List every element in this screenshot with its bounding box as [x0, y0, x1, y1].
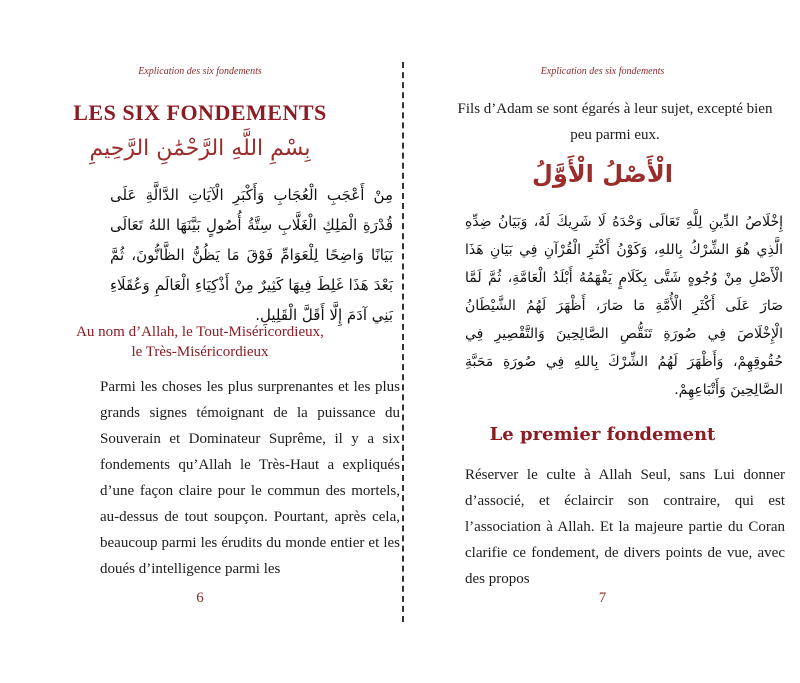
right-page [405, 0, 800, 683]
subtitle-line-2: le Très-Miséricordieux [131, 344, 269, 360]
page-title: LES SIX FONDEMENTS [73, 100, 327, 125]
french-basmala-translation [50, 322, 350, 362]
page-number: 7 [598, 590, 607, 606]
french-continuation-text: Fils d’Adam se sont égarés à leur sujet, excepté bien peu parmi eux. [457, 101, 773, 143]
subtitle-line-1: Au nom d’Allah, le Tout-Miséricordieux, [76, 324, 324, 340]
page-divider [402, 62, 404, 622]
arabic-section-heading: الْأَصْلُ الْأَوَّلُ [532, 160, 673, 188]
french-paragraph-text: Parmi les choses les plus surprenantes et les plus grands signes témoignant de la puissance du Souverain et Dominateur Suprême, il y a six fondements qu’Allah le Très-Haut a expliqués d’une façon claire pour le commun des mortels, au-dessus de tout soupçon. Pourtant, après cela, beaucoup parmi les érudits du monde entier et les doués d’intelligence parmi les [100, 379, 400, 577]
page-number: 6 [196, 590, 204, 606]
french-paragraph-text: Réserver le culte à Allah Seul, sans Lui donner d’associé, et éclaircir son contraire, qui est l’association à Allah. Et la majeure partie du Coran clarifie ce fondement, de divers points de vue, avec des propos [465, 467, 785, 587]
french-continuation [450, 96, 780, 148]
running-header: Explication des six fondements [540, 66, 665, 77]
french-section-heading: Le premier fondement [489, 424, 716, 445]
french-paragraph [100, 374, 400, 582]
running-header: Explication des six fondements [138, 66, 262, 77]
basmala-heading: بِسْمِ اللَّهِ الرَّحْمَٰنِ الرَّحِيمِ [89, 136, 311, 161]
arabic-paragraph: مِنْ أَعْجَبِ الْعُجَابِ وَأَكْبَرِ الْآيَاتِ الدَّالَّةِ عَلَى قُدْرَةِ الْمَلِكِ الْغَلَّابِ سِتَّةُ أُصُولٍ بَيَّنَهَا اللهُ تَعَالَى بَيَانًا وَاضِحًا لِلْعَوَامِّ فَوْقَ مَا يَظُنُّ الظَّانُّونَ، ثُمَّ بَعْدَ هَذَا غَلِطَ فِيهَا كَثِيرٌ مِنْ أَذْكِيَاءِ الْعَالَمِ وَعُقَلَاءِ بَنِي آدَمَ إِلَّا أَقَلَّ الْقَلِيلِ. [110, 186, 393, 324]
french-paragraph [465, 462, 785, 592]
arabic-paragraph: إِخْلَاصُ الدِّينِ لِلَّهِ تَعَالَى وَحْدَهُ لَا شَرِيكَ لَهُ، وَبَيَانُ ضِدِّهِ الَّذِي هُوَ الشِّرْكُ بِاللهِ، وَكَوْنُ أَكْثَرِ الْقُرْآنِ فِي بَيَانِ هَذَا الْأَصْلِ مِنْ وُجُوهٍ شَتَّى بِكَلَامٍ يَفْهَمُهُ أَبْلَدُ الْعَامَّةِ، ثُمَّ لَمَّا صَارَ عَلَى أَكْثَرِ الْأُمَّةِ مَا صَارَ، أَظْهَرَ لَهُمُ الشَّيْطَانُ الْإِخْلَاصَ فِي صُورَةِ تَنَقُّصِ الصَّالِحِينَ وَالتَّقْصِيرِ فِي حُقُوقِهِمْ، وَأَظْهَرَ لَهُمُ الشِّرْكَ بِاللهِ فِي صُورَةِ مَحَبَّةِ الصَّالِحِينَ وَأَتْبَاعِهِمْ. [465, 214, 783, 398]
